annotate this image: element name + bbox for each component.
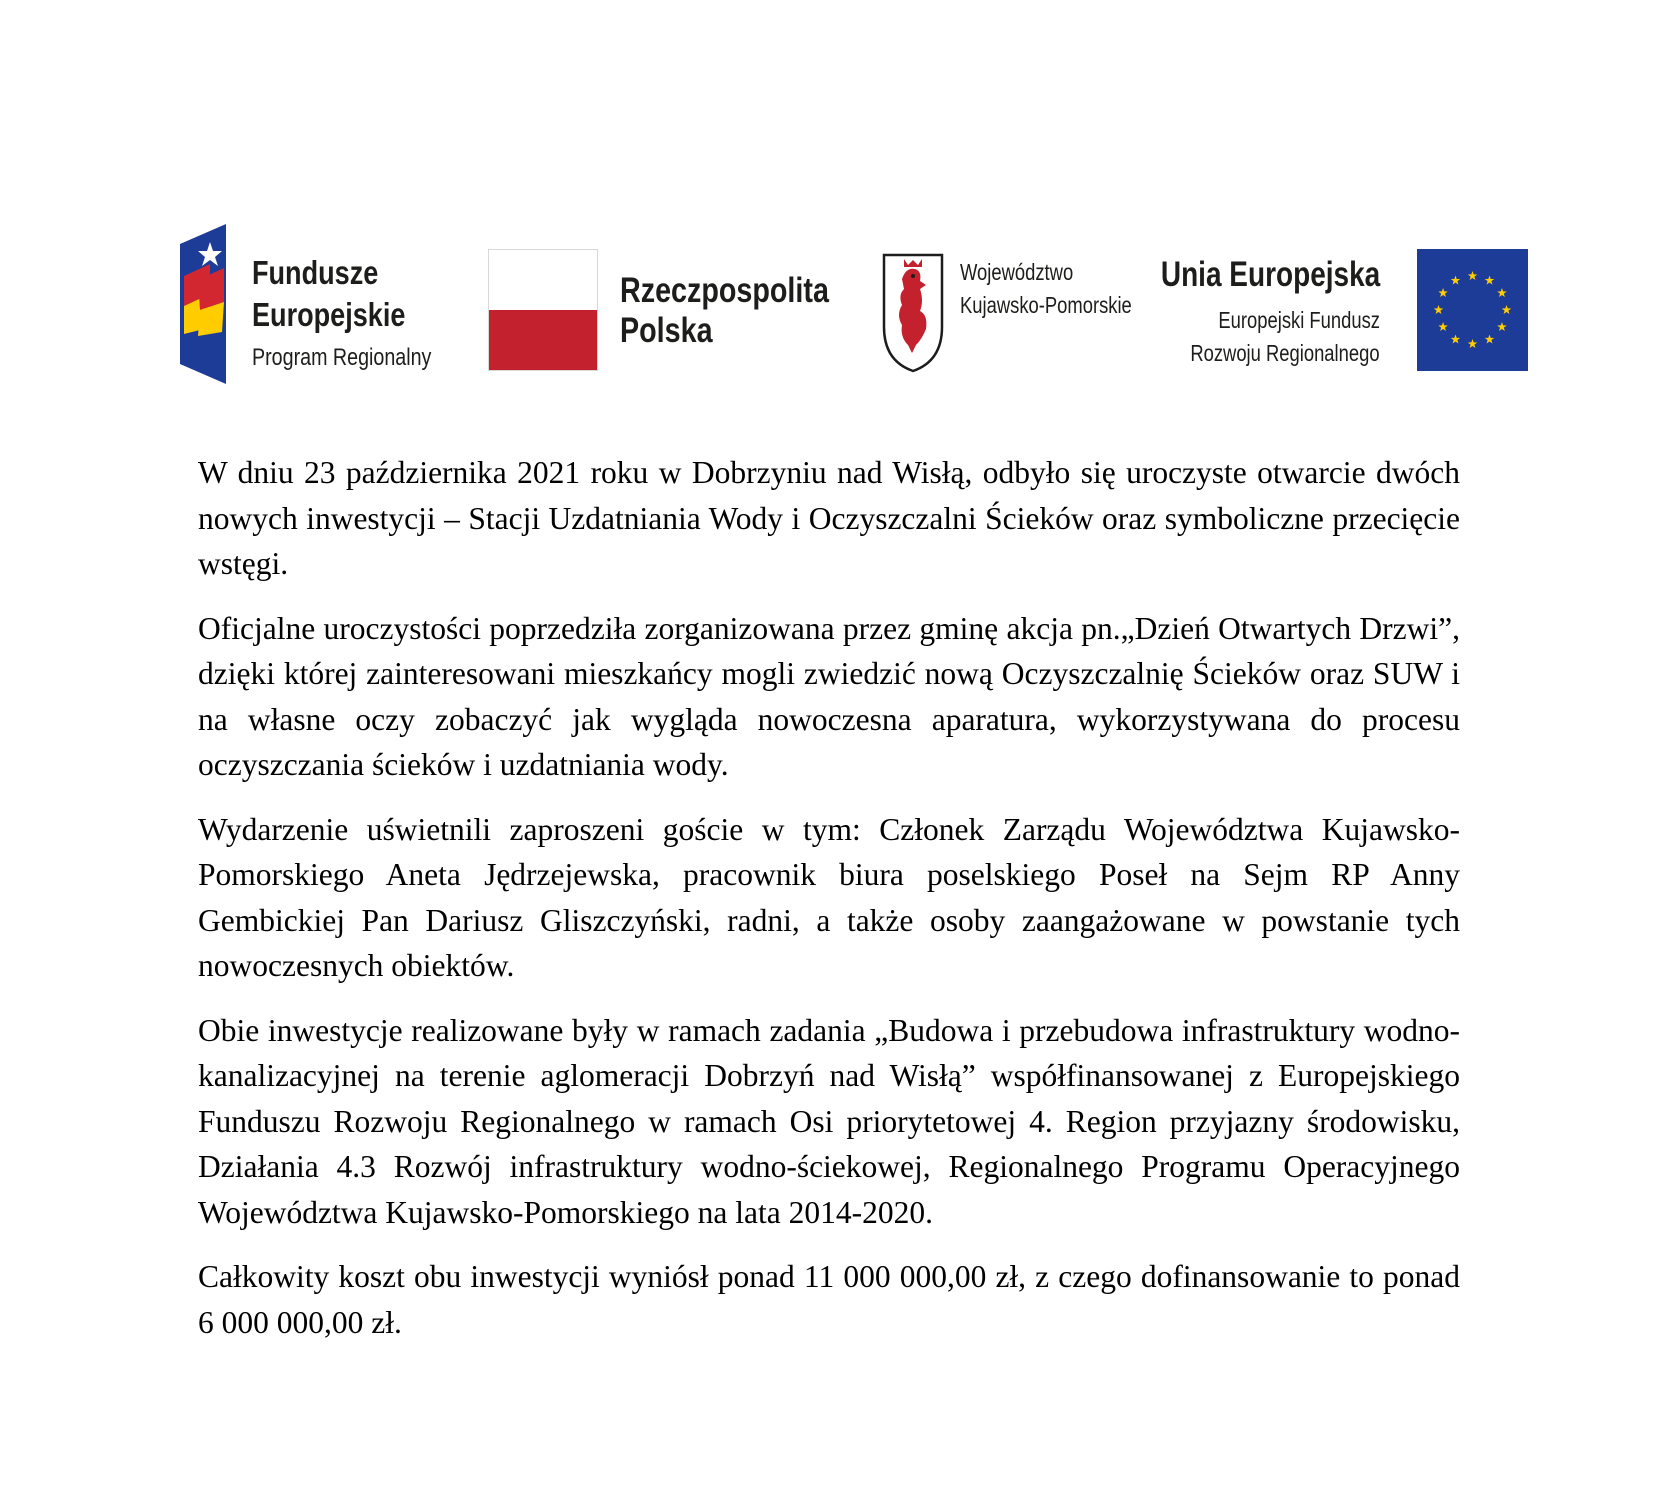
fundusze-title-line1: Fundusze [252, 254, 379, 291]
eu-star-icon [1451, 334, 1461, 343]
eu-star-icon [1502, 305, 1512, 314]
rzeczpospolita-title-line1: Rzeczpospolita [620, 271, 829, 310]
unia-title: Unia Europejska [1160, 255, 1380, 294]
wojewodztwo-title-line1: Województwo [960, 259, 1074, 285]
paragraph-opening: W dniu 23 października 2021 roku w Dobrzyniu nad Wisłą, odbyło się uroczyste otwarcie dwóch nowych inwestycji – Stacji Uzdatniania Wody i Oczyszczalni Ścieków oraz symboliczne przecięcie wstęgi. [198, 455, 1460, 581]
eu-star-icon [1485, 276, 1495, 285]
eu-star-icon [1497, 288, 1507, 297]
polish-flag-icon [488, 249, 598, 371]
eu-star-icon [1468, 271, 1478, 280]
wojewodztwo-title-line2: Kujawsko-Pomorskie [960, 292, 1132, 318]
eu-stars-ring [1417, 249, 1528, 371]
rzeczpospolita-title-line2: Polska [620, 311, 713, 350]
eu-star-icon [1434, 305, 1444, 314]
paragraph-funding: Obie inwestycje realizowane były w ramach zadania „Budowa i przebudowa infrastruktury wodno-kanalizacyjnej na terenie aglomeracji Dobrzyń nad Wisłą” współfinansowanej z Europejskiego Funduszu Rozwoju Regionalnego w ramach Osi priorytetowej 4. Region przyjazny środowisku, Działania 4.3 Rozwój infrastruktury wodno-ściekowej, Regionalnego Programu Operacyjnego Województwa Kujawsko-Pomorskiego na lata 2014-2020. [198, 1012, 1460, 1230]
eu-flag-icon [1417, 249, 1528, 371]
coat-of-arms-griffin-icon [882, 249, 944, 374]
fundusze-europejskie-star-icon [180, 224, 240, 384]
eu-star-icon [1485, 334, 1495, 343]
unia-subtitle-line2: Rozwoju Regionalnego [1190, 340, 1380, 366]
logo-strip [0, 0, 1654, 420]
rzeczpospolita-polska-logo [488, 249, 828, 374]
eu-star-icon [1468, 339, 1478, 348]
paragraph-open-day: Oficjalne uroczystości poprzedziła zorganizowana przez gminę akcja pn.„Dzień Otwartych Drzwi”, dzięki której zainteresowani mieszkańcy mogli zwiedzić nową Oczyszczalnię Ścieków oraz SUW i na własne oczy zobaczyć jak wygląda nowoczesna aparatura, wykorzystywana do procesu oczyszczania ścieków i uzdatniania wody. [198, 610, 1460, 782]
fundusze-title-line2: Europejskie [252, 296, 406, 333]
paragraph-cost: Całkowity koszt obu inwestycji wyniósł ponad 11 000 000,00 zł, z czego dofinansowanie to ponad 6 000 000,00 zł. [198, 1259, 1460, 1340]
article-body [198, 450, 1460, 1364]
fundusze-europejskie-logo [180, 224, 440, 384]
unia-subtitle-line1: Europejski Fundusz [1218, 307, 1380, 333]
wojewodztwo-kujawsko-pomorskie-logo [882, 249, 1142, 374]
eu-star-icon [1497, 322, 1507, 331]
paragraph-guests: Wydarzenie uświetnili zaproszeni goście w tym: Członek Zarządu Województwa Kujawsko- Pomorskiego Aneta Jędrzejewska, pracownik biura poselskiego Poseł na Sejm RP Anny Gembickiej Pan Dariusz Gliszczyński, radni, a także osoby zaangażowane w powstanie tych nowoczesnych obiektów. [198, 811, 1460, 983]
fundusze-subtitle: Program Regionalny [252, 344, 432, 371]
eu-star-icon [1438, 322, 1448, 331]
eu-star-icon [1451, 276, 1461, 285]
unia-europejska-logo [1160, 249, 1528, 374]
eu-star-icon [1438, 288, 1448, 297]
